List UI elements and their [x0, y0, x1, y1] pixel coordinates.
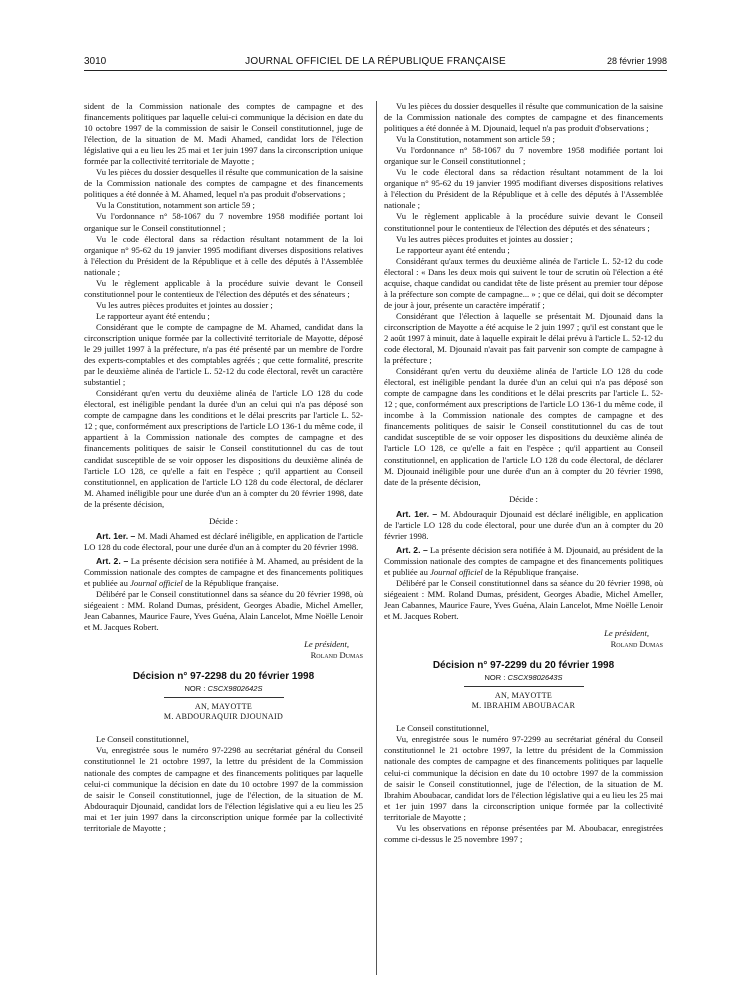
- issue-date: 28 février 1998: [606, 56, 667, 66]
- article-2: [384, 545, 663, 578]
- decide-heading: Décide :: [209, 515, 238, 526]
- paragraph: sident de la Commission nationale des comptes de campagne et des financements politiques par laquelle celui-ci communique la décision en date du 10 octobre 1997 de la commission de saisir le Conseil constitutionnel, juge de l'élection, de la situation de M. Madi Ahamed, candidat lors de l'élection législative qui a eu lieu les 25 mai et 1er juin 1997 dans la circonscription unique formée par la collectivité territoriale de Mayotte ;: [84, 101, 363, 167]
- article-2-text-end: de la République française.: [182, 577, 279, 588]
- deliberation: Délibéré par le Conseil constitutionnel dans sa séance du 20 février 1998, où siégeaient : MM. Roland Dumas, président, Georges Abadie, Michel Ameller, Jean Cabannes, Maurice Faure, Yves Guéna, Alain Lancelot, Mme Noëlle Lenoir et M. Jacques Robert.: [384, 577, 663, 622]
- article-1-label: Art. 1er. –: [396, 508, 438, 519]
- signature: [84, 639, 363, 661]
- paragraph: Le rapporteur ayant été entendu ;: [96, 310, 210, 321]
- article-1: [384, 509, 663, 542]
- paragraph: Vu les autres pièces produites et jointes au dossier ;: [396, 233, 573, 244]
- paragraph: Considérant que le compte de campagne de M. Ahamed, candidat dans la circonscription unique formée par la collectivité territoriale de Mayotte, déposé le 29 juillet 1997 à la préfecture, n'a pas été présenté par un membre de l'ordre des experts-comptables et des comptables agréés ; que cette formalité, prescrite par le deuxième alinéa de l'article L. 52-12 du code électoral, revêt un caractère substantiel ;: [84, 321, 363, 388]
- header-rule: [84, 70, 667, 71]
- paragraph: Vu l'ordonnance n° 58-1067 du 7 novembre 1958 modifiée portant loi organique sur le Conseil constitutionnel ;: [384, 145, 663, 167]
- paragraph: Vu le code électoral dans sa rédaction résultant notamment de la loi organique n° 95-62 du 19 janvier 1995 modifiant diverses dispositions relatives à l'élection du Président de la République et à celle des députés à l'Assemblée nationale ;: [84, 233, 363, 277]
- paragraph: Considérant qu'aux termes du deuxième alinéa de l'article L. 52-12 du code électoral : « Dans les deux mois qui suivent le tour de scrutin où l'élection a été acquise, chaque candidat ou candidat tête de liste présent au premier tour dépose à la préfecture son compte de campagne... » ; que ce délai, qui doit se décompter de jour à jour, présente un caractère impératif ;: [384, 255, 663, 310]
- signature-name: Roland Dumas: [310, 650, 363, 661]
- signature-role: Le président,: [604, 628, 649, 639]
- paragraph: Vu, enregistrée sous le numéro 97-2298 au secrétariat général du Conseil constitutionnel le 21 octobre 1997, la lettre du président de la Commission nationale des comptes de campagne et des financements politiques par laquelle celui-ci communique la décision en date du 10 octobre 1997 de la commission de saisir le Conseil constitutionnel, juge de l'élection, de la situation de M. Abdouraquir Djounaid, candidat lors de l'élection législative qui a eu lieu les 25 mai et 1er juin 1997 dans la circonscription unique formée par la collectivité territoriale de Mayotte ;: [84, 745, 363, 833]
- article-1: [84, 531, 363, 553]
- paragraph: Le Conseil constitutionnel,: [396, 723, 489, 734]
- decision-title: Décision n° 97-2298 du 20 février 1998: [132, 671, 315, 683]
- article-1-label: Art. 1er. –: [96, 530, 136, 541]
- nor-label: NOR :: [484, 673, 508, 683]
- article-2-text: La présente décision sera notifiée à M. Djounaid, au président de la Commission nationale des comptes de campagne et des financements politiques et publiée au: [384, 544, 664, 577]
- column-separator: [376, 101, 377, 975]
- article-2-text-end: de la République française.: [482, 566, 579, 577]
- paragraph: Considérant qu'en vertu du deuxième alinéa de l'article LO 128 du code électoral, est inéligible pendant la durée d'un an celui qui n'a pas déposé son compte de campagne dans les conditions et le délai prescrits par l'article L. 52-12 ; que, conformément aux prescriptions de l'article LO 136-1 du même code, il incombe à la Commission nationale des comptes de campagne et des financements politiques de saisir le Conseil constitutionnel du cas de tout candidat susceptible de se voir opposer les dispositions du deuxième alinéa de l'article LO 128, ce qu'elle a fait en l'espèce ; qu'il appartient au Conseil constitutionnel, en application de l'article LO 128 du code électoral, de déclarer M. Djounaid inéligible pour une durée d'un an à compter du 20 février 1998, date de la présente décision,: [384, 366, 663, 487]
- page-number: 3010: [84, 56, 107, 67]
- decide-heading: Décide :: [509, 493, 538, 504]
- signature: [384, 628, 663, 650]
- deliberation: Délibéré par le Conseil constitutionnel dans sa séance du 20 février 1998, où siégeaient : MM. Roland Dumas, président, Georges Abadie, Michel Ameller, Jean Cabannes, Maurice Faure, Yves Guéna, Alain Lancelot, Mme Noëlle Lenoir et M. Jacques Robert.: [84, 589, 363, 633]
- article-2-label: Art. 2. –: [396, 544, 428, 555]
- paragraph: Vu le règlement applicable à la procédure suivie devant le Conseil constitutionnel pour le contentieux de l'élection des députés et des sénateurs ;: [84, 277, 363, 299]
- paragraph: Vu les autres pièces produites et jointes au dossier ;: [96, 299, 273, 310]
- paragraph: Considérant qu'en vertu du deuxième alinéa de l'article LO 128 du code électoral, est inéligible pendant la durée d'un an celui qui n'a pas déposé son compte de campagne dans les conditions et le délai prescrits par l'article L. 52-12 ; que, conformément aux prescriptions de l'article LO 136-1 du même code, il appartient à la Commission nationale des comptes de campagne et des financements politiques de saisir le Conseil constitutionnel du cas de tout candidat susceptible de se voir opposer les dispositions du deuxième alinéa de l'article LO 128, ce qu'elle a fait en l'espèce ; qu'il appartient au Conseil constitutionnel, en application de l'article LO 128 du code électoral, de déclarer M. Ahamed inéligible pour une durée d'un an à compter du 20 février 1998, date de la présente décision,: [84, 388, 363, 509]
- signature-role: Le président,: [304, 639, 349, 650]
- short-rule: [164, 697, 284, 698]
- paragraph: Vu les pièces du dossier desquelles il résulte que communication de la saisine de la Commission nationale des comptes de campagne et des financements politiques a été donnée à M. Ahamed, lequel n'a pas produit d'observations ;: [84, 167, 363, 200]
- nor-reference: [84, 683, 363, 694]
- paragraph: Vu la Constitution, notamment son article 59 ;: [396, 134, 555, 145]
- paragraph: Vu le règlement applicable à la procédure suivie devant le Conseil constitutionnel pour le contentieux de l'élection des députés et des sénateurs ;: [384, 211, 663, 233]
- paragraph: Considérant que l'élection à laquelle se présentait M. Djounaid dans la circonscription de Mayotte a été acquise le 2 juin 1997 ; qu'il est constant que le 2 août 1997 à minuit, date à laquelle expirait le délai prévu à l'article L. 52-12 du code électoral, M. Djounaid n'avait pas fait parvenir son compte de campagne à la préfecture ;: [384, 310, 663, 366]
- nor-label: NOR :: [184, 684, 208, 694]
- decision-subject: AN, MAYOTTE: [194, 702, 253, 712]
- decision-title: Décision n° 97-2299 du 20 février 1998: [432, 660, 615, 672]
- paragraph: Vu les observations en réponse présentées par M. Aboubacar, enregistrées comme ci-dessus le 25 novembre 1997 ;: [384, 822, 663, 844]
- decision-candidate: M. ABDOURAQUIR DJOUNAID: [163, 712, 284, 722]
- paragraph: Vu, enregistrée sous le numéro 97-2299 au secrétariat général du Conseil constitutionnel le 21 octobre 1997, la lettre du président de la Commission nationale des comptes de campagne et des financements politiques par laquelle celui-ci communique la décision en date du 10 octobre 1997 de la commission de saisir le Conseil constitutionnel, juge de l'élection, de la situation de M. Ibrahim Aboubacar, candidat lors de l'élection législative qui a eu lieu les 25 mai et 1er juin 1997 dans la circonscription unique formée par la collectivité territoriale de Mayotte ;: [384, 734, 663, 822]
- paragraph: Le rapporteur ayant été entendu ;: [396, 244, 510, 255]
- article-2-label: Art. 2. –: [96, 555, 129, 566]
- paragraph: Vu les pièces du dossier desquelles il résulte que communication de la saisine de la Commission nationale des comptes de campagne et des financements politiques a été donnée à M. Djounaid, lequel n'a pas produit d'observations ;: [384, 101, 663, 134]
- paragraph: Le Conseil constitutionnel,: [96, 734, 189, 745]
- left-column: [84, 101, 363, 834]
- article-2-text: La présente décision sera notifiée à M. Ahamed, au président de la Commission nationale des comptes de campagne et des financements politiques et publiée au: [84, 555, 363, 588]
- nor-code: CSCX9802642S: [207, 684, 263, 694]
- nor-reference: [384, 672, 663, 683]
- paragraph: Vu le code électoral dans sa rédaction résultant notamment de la loi organique n° 95-62 du 19 janvier 1995 modifiant diverses dispositions relatives à l'élection du Président de la République et à celle des députés à l'Assemblée nationale ;: [384, 167, 663, 211]
- article-1-text: M. Abdouraquir Djounaid est déclaré inéligible, en application de l'article LO 128 du code électoral, pour une durée d'un an à compter du 20 février 1998.: [384, 508, 664, 541]
- decision-subject: AN, MAYOTTE: [494, 691, 553, 701]
- nor-code: CSCX9802643S: [507, 673, 563, 683]
- journal-title: JOURNAL OFFICIEL DE LA RÉPUBLIQUE FRANÇAISE: [245, 56, 506, 67]
- signature-name: Roland Dumas: [610, 639, 663, 650]
- paragraph: Vu la Constitution, notamment son article 59 ;: [96, 200, 255, 211]
- short-rule: [464, 686, 584, 687]
- article-2: [84, 556, 363, 589]
- journal-reference: Journal officiel: [430, 566, 483, 577]
- right-column: [384, 101, 663, 845]
- paragraph: Vu l'ordonnance n° 58-1067 du 7 novembre 1958 modifiée portant loi organique sur le Conseil constitutionnel ;: [84, 211, 363, 233]
- article-1-text: M. Madi Ahamed est déclaré inéligible, en application de l'article LO 128 du code électoral, pour une durée d'un an à compter du 20 février 1998.: [84, 530, 363, 552]
- decision-candidate: M. IBRAHIM ABOUBACAR: [471, 701, 576, 711]
- journal-reference: Journal officiel: [130, 577, 183, 588]
